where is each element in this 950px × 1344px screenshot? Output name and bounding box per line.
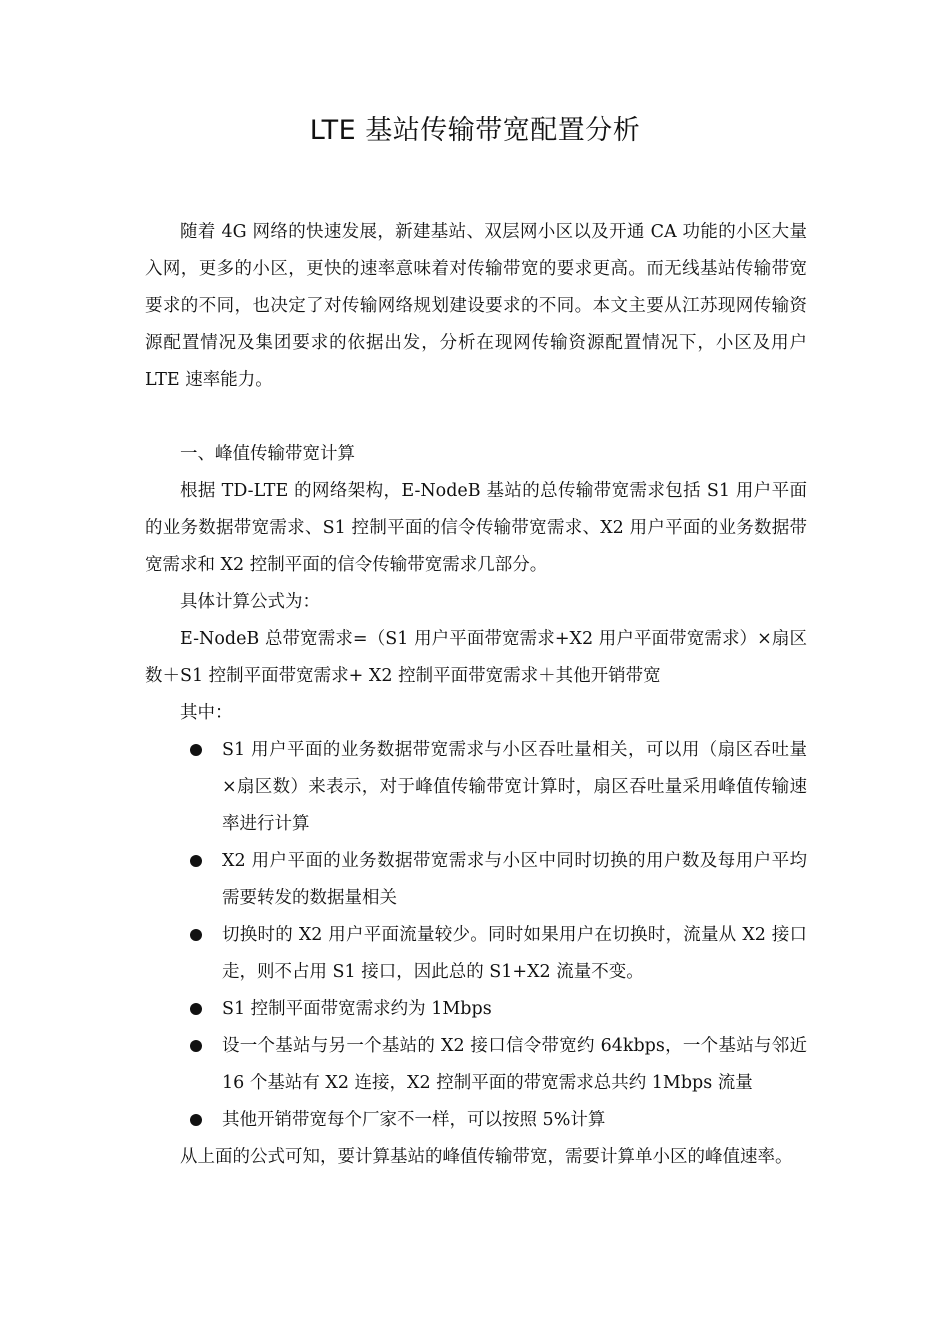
bullet-dot-icon [190,1114,202,1126]
bullet-dot-icon [190,855,202,867]
conclusion-paragraph: 从上面的公式可知，要计算基站的峰值传输带宽，需要计算单小区的峰值速率。 [180,1147,793,1167]
section-heading: 一、峰值传输带宽计算 [180,444,355,464]
list-item-text: 切换时的 X2 用户平面流量较少。同时如果用户在切换时，流量从 X2 接口走，则不占用 S1 接口，因此总的 S1+X2 流量不变。 [222,925,807,982]
list-item-text: X2 用户平面的业务数据带宽需求与小区中同时切换的用户数及每用户平均需要转发的数据量相关 [222,851,807,908]
list-item [145,1102,807,1139]
bullet-dot-icon [190,1003,202,1015]
list-item [145,917,807,991]
bullet-list [145,732,807,1139]
intro-block [145,214,807,399]
bullet-dot-icon [190,1040,202,1052]
list-item-text: 设一个基站与另一个基站的 X2 接口信令带宽约 64kbps，一个基站与邻近 16 个基站有 X2 连接，X2 控制平面的带宽需求总共约 1Mbps 流量 [222,1036,807,1093]
list-item-text: 其他开销带宽每个厂家不一样，可以按照 5%计算 [222,1110,606,1130]
bullet-dot-icon [190,929,202,941]
formula-paragraph: E-NodeB 总带宽需求=（S1 用户平面带宽需求+X2 用户平面带宽需求）×扇区数＋S1 控制平面带宽需求+ X2 控制平面带宽需求＋其他开销带宽 [145,629,807,686]
where-label: 其中： [180,703,233,723]
list-item [145,1028,807,1102]
architecture-paragraph: 根据 TD-LTE 的网络架构，E-NodeB 基站的总传输带宽需求包括 S1 用户平面的业务数据带宽需求、S1 控制平面的信令传输带宽需求、X2 用户平面的业务数据带宽需求和 X2 控制平面的信令传输带宽需求几部分。 [145,481,807,575]
list-item [145,843,807,917]
document-title: LTE 基站传输带宽配置分析 [309,115,641,146]
bullet-dot-icon [190,744,202,756]
list-item [145,732,807,843]
list-item-text: S1 控制平面带宽需求约为 1Mbps [222,999,492,1019]
list-item-text: S1 用户平面的业务数据带宽需求与小区吞吐量相关，可以用（扇区吞吐量×扇区数）来表示，对于峰值传输带宽计算时，扇区吞吐量采用峰值传输速率进行计算 [222,740,807,834]
intro-paragraph: 随着 4G 网络的快速发展，新建基站、双层网小区以及开通 CA 功能的小区大量入网，更多的小区，更快的速率意味着对传输带宽的要求更高。而无线基站传输带宽要求的不同，也决定了对传输网络规划建设要求的不同。本文主要从江苏现网传输资源配置情况及集团要求的依据出发，分析在现网传输资源配置情况下，小区及用户 LTE 速率能力。 [145,222,807,390]
list-item [145,991,807,1028]
section-peak-bandwidth [145,436,807,1176]
formula-intro: 具体计算公式为： [180,592,320,612]
